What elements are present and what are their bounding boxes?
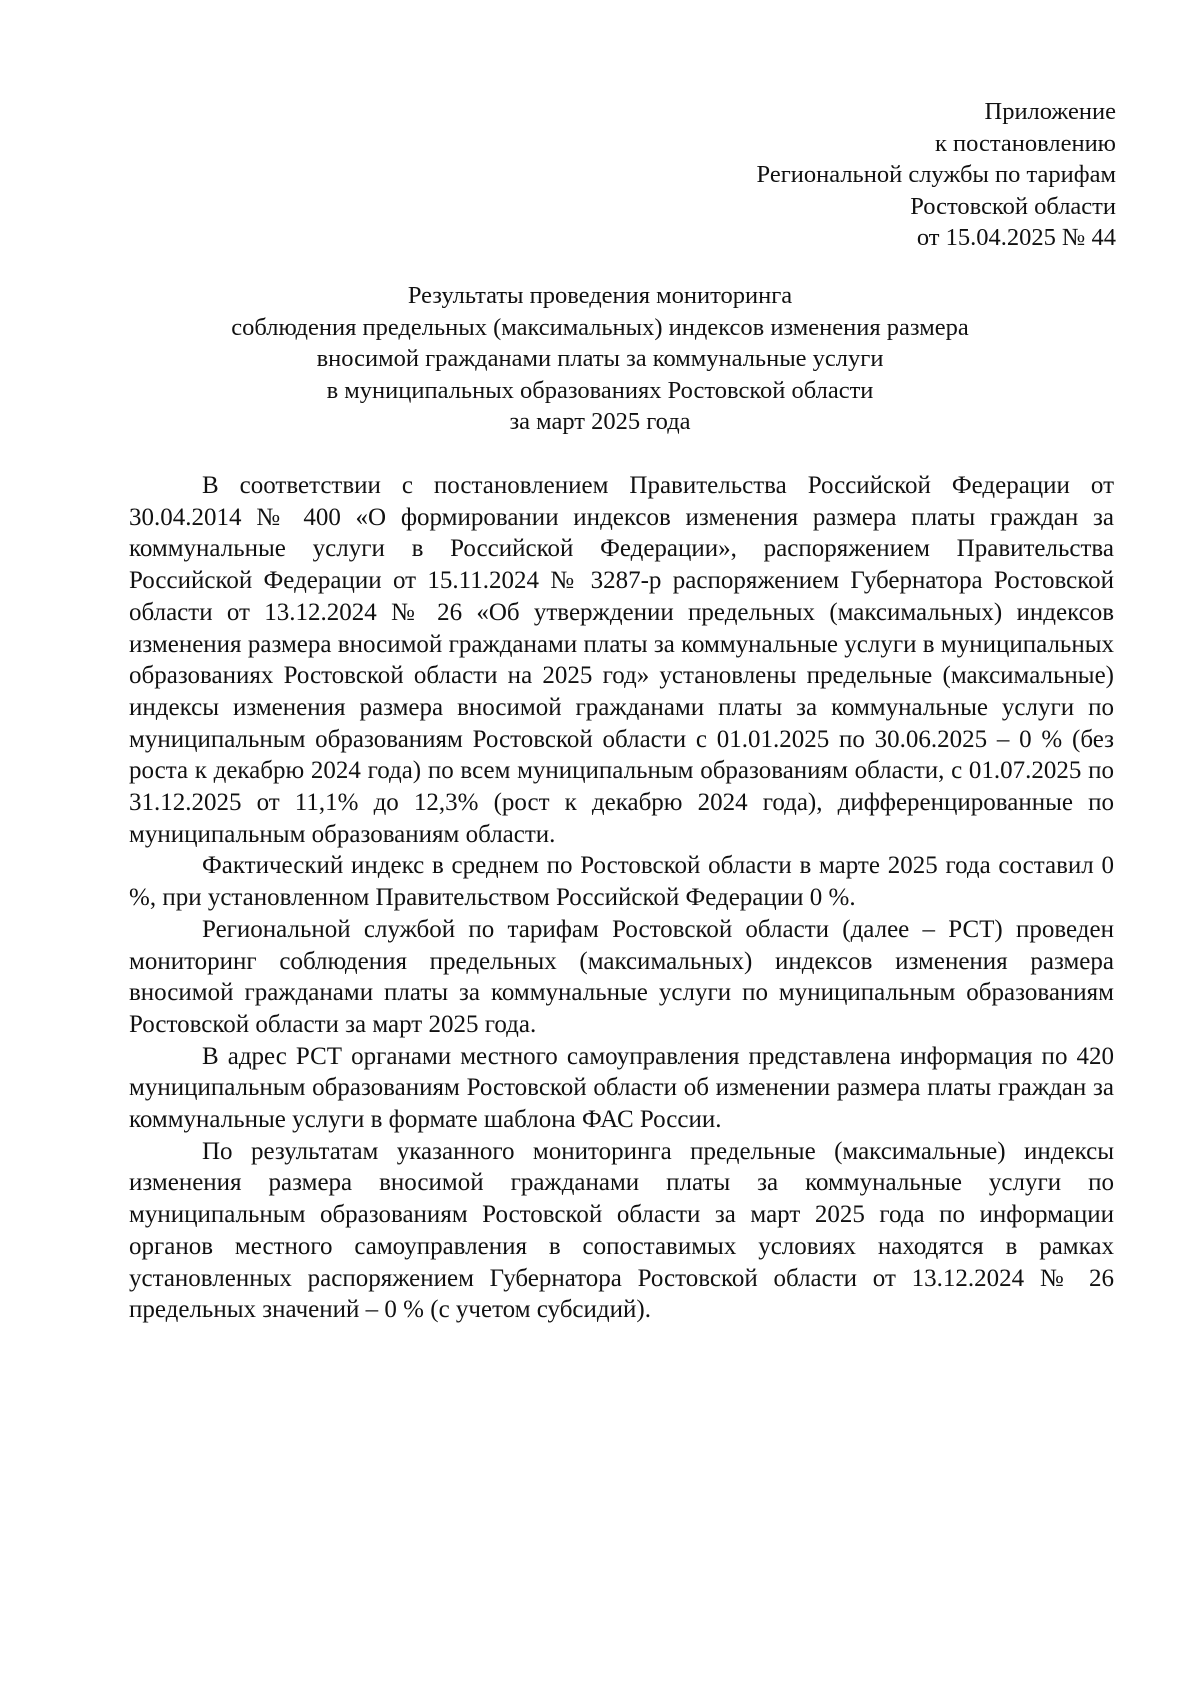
title-line-4: в муниципальных образованиях Ростовской области: [326, 376, 874, 404]
appendix-block: [757, 96, 1116, 254]
paragraph-results: По результатам указанного мониторинга предельные (максимальные) индексы изменения размера вносимой гражданами платы за коммунальные услуги по муниципальным образованиям Ростовской области за март 2025 года по информации органов местного самоуправления в сопоставимых условиях находятся в рамках установленных распоряжением Губернатора Ростовской области от 13.12.2024 № 26 предельных значений – 0 % (с учетом субсидий).: [129, 1137, 1114, 1324]
appendix-line-5: от 15.04.2025 № 44: [916, 224, 1116, 251]
title-line-1: Результаты проведения мониторинга: [407, 282, 793, 309]
paragraph-legal-basis: В соответствии с постановлением Правительства Российской Федерации от 30.04.2014 № 400 «О формировании индексов изменения размера платы граждан за коммунальные услуги в Российской Федерации», распоряжением Правительства Российской Федерации от 15.11.2024 № 3287-р распоряжением Губернатора Ростовской области от 13.12.2024 № 26 «Об утверждении предельных (максимальных) индексов изменения размера вносимой гражданами платы за коммунальные услуги в муниципальных образованиях Ростовской области на 2025 год» установлены предельные (максимальные) индексы изменения размера вносимой гражданами платы за коммунальные услуги по муниципальным образованиям Ростовской области с 01.01.2025 по 30.06.2025 – 0 % (без роста к декабрю 2024 года) по всем муниципальным образованиям области, с 01.07.2025 по 31.12.2025 от 11,1% до 12,3% (рост к декабрю 2024 года), дифференцированные по муниципальным образованиям области.: [129, 472, 1114, 848]
document-body: [129, 470, 1114, 1326]
appendix-line-1: Приложение: [984, 98, 1116, 125]
document-title: [0, 280, 1200, 438]
paragraph-actual-index: Фактический индекс в среднем по Ростовской области в марте 2025 года составил 0 %, при установленном Правительством Российской Федерации 0 %.: [129, 852, 1114, 912]
title-line-2: соблюдения предельных (максимальных) индексов изменения размера: [231, 313, 969, 341]
appendix-line-3: Региональной службы по тарифам: [756, 161, 1116, 188]
title-line-5: за март 2025 года: [509, 408, 691, 435]
appendix-line-4: Ростовской области: [910, 192, 1116, 220]
appendix-line-2: к постановлению: [935, 129, 1116, 157]
paragraph-monitoring: Региональной службой по тарифам Ростовской области (далее – РСТ) проведен мониторинг соблюдения предельных (максимальных) индексов изменения размера вносимой гражданами платы за коммунальные услуги по муниципальным образованиям Ростовской области за март 2025 года.: [129, 915, 1114, 1038]
title-line-3: вносимой гражданами платы за коммунальные услуги: [316, 345, 884, 372]
paragraph-information: В адрес РСТ органами местного самоуправления представлена информация по 420 муниципальным образованиям Ростовской области об изменении размера платы граждан за коммунальные услуги в формате шаблона ФАС России.: [129, 1042, 1114, 1134]
